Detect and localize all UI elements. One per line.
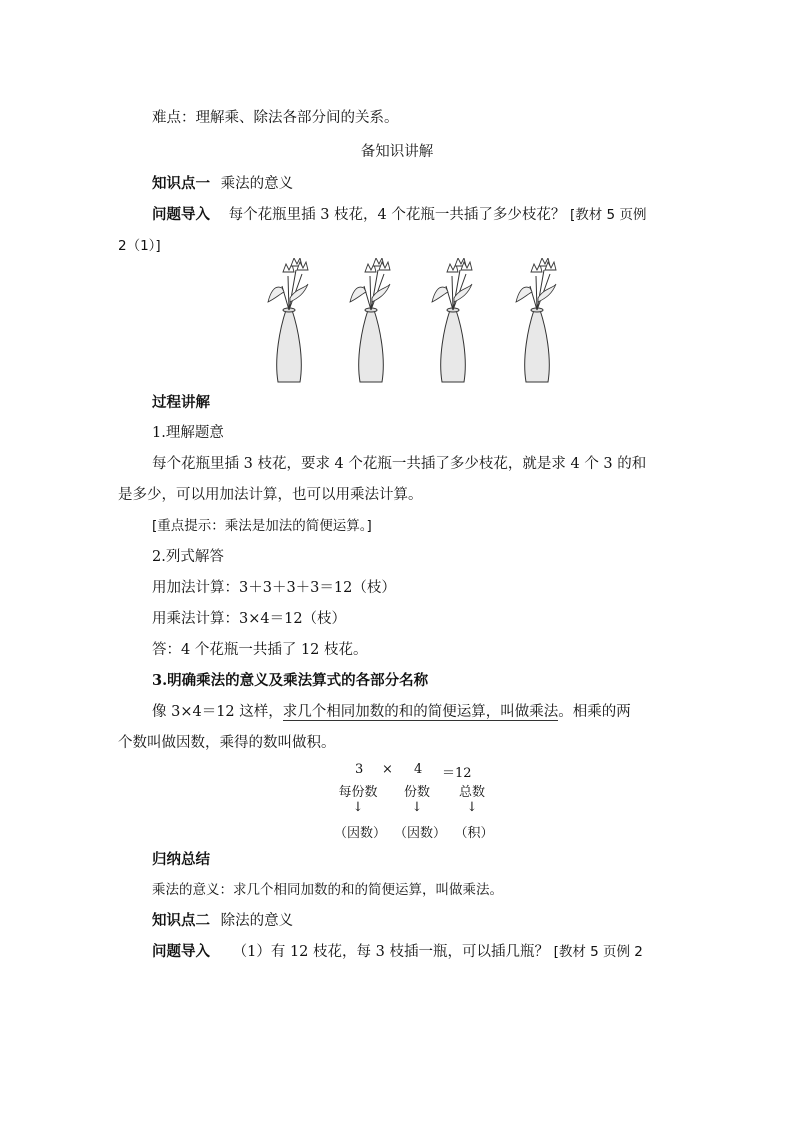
kp2-heading [152, 911, 293, 931]
step1-line2: 是多少，可以用加法计算，也可以用乘法计算。 [118, 487, 423, 503]
multiplication-calc: 用乘法计算：3×4＝12（枝） [152, 611, 347, 627]
diagram-label-total: 总数 [458, 785, 485, 800]
summary-heading: 归纳总结 [152, 851, 210, 868]
kp2-intro-text: （1）有 12 枝花，每 3 枝插一瓶，可以插几瓶？ [232, 944, 549, 960]
process-heading: 过程讲解 [152, 394, 210, 411]
kp1-heading-label: 知识点一 [152, 175, 210, 192]
diagram-name-factor1: （因数） [334, 826, 387, 841]
diagram-factor2: 4 [414, 762, 423, 777]
diagram-times-sign: × [382, 762, 393, 777]
step3-post: 。相乘的两 [558, 704, 631, 720]
diagram-arrow-2: ↓ [411, 800, 423, 815]
diagram-arrow-1: ↓ [352, 800, 364, 815]
kp1-intro-ref: [教材 5 页例 [570, 207, 647, 223]
kp2-intro-ref: [教材 5 页例 2 [553, 944, 643, 960]
diagram-factor1: 3 [355, 762, 364, 777]
section-title: 备知识讲解 [360, 144, 434, 160]
diagram-name-product: （积） [454, 826, 494, 841]
diagram-label-shares: 份数 [403, 785, 430, 800]
kp2-heading-label: 知识点二 [152, 912, 210, 929]
vase-2 [350, 258, 390, 382]
multiplication-parts-diagram [330, 762, 500, 842]
vase-4 [516, 258, 556, 382]
diagram-label-per-share: 每份数 [338, 785, 378, 800]
step3-line1 [152, 702, 631, 722]
step2-title: 2.列式解答 [152, 549, 224, 565]
vase-3 [432, 258, 472, 382]
kp1-intro-label: 问题导入 [152, 206, 210, 223]
vase-1 [268, 258, 308, 382]
kp1-intro-ref-cont: 2（1）] [118, 238, 161, 254]
kp2-intro [152, 942, 643, 962]
multiplication-definition-underlined: 求几个相同加数的和的简便运算，叫做乘法 [282, 704, 559, 720]
kp2-intro-label: 问题导入 [152, 943, 210, 960]
step3-title: 3.明确乘法的意义及乘法算式的各部分名称 [152, 672, 429, 689]
diagram-name-factor2: （因数） [394, 826, 447, 841]
difficulty-line: 难点：理解乘、除法各部分间的关系。 [152, 110, 399, 126]
step3-line2: 个数叫做因数，乘得的数叫做积。 [118, 735, 336, 751]
summary-text: 乘法的意义：求几个相同加数的和的简便运算，叫做乘法。 [152, 882, 503, 898]
flower-vases-illustration [266, 258, 566, 384]
kp2-heading-text: 除法的意义 [220, 913, 294, 929]
step1-line1: 每个花瓶里插 3 枝花，要求 4 个花瓶一共插了多少枝花，就是求 4 个 3 的和 [152, 456, 647, 472]
kp1-intro [152, 205, 646, 225]
diagram-arrow-3: ↓ [466, 800, 478, 815]
kp1-heading-text: 乘法的意义 [220, 176, 294, 192]
kp1-intro-text: 每个花瓶里插 3 枝花，4 个花瓶一共插了多少枝花？ [228, 207, 566, 223]
addition-calc: 用加法计算：3＋3＋3＋3＝12（枝） [152, 580, 396, 596]
diagram-product: ＝12 [442, 766, 472, 781]
step1-title: 1.理解题意 [152, 425, 224, 441]
step3-pre: 像 3×4＝12 这样， [152, 704, 283, 720]
kp1-heading [152, 174, 293, 194]
answer-line: 答：4 个花瓶一共插了 12 枝花。 [152, 642, 368, 658]
key-hint: [重点提示：乘法是加法的简便运算。] [152, 518, 372, 534]
